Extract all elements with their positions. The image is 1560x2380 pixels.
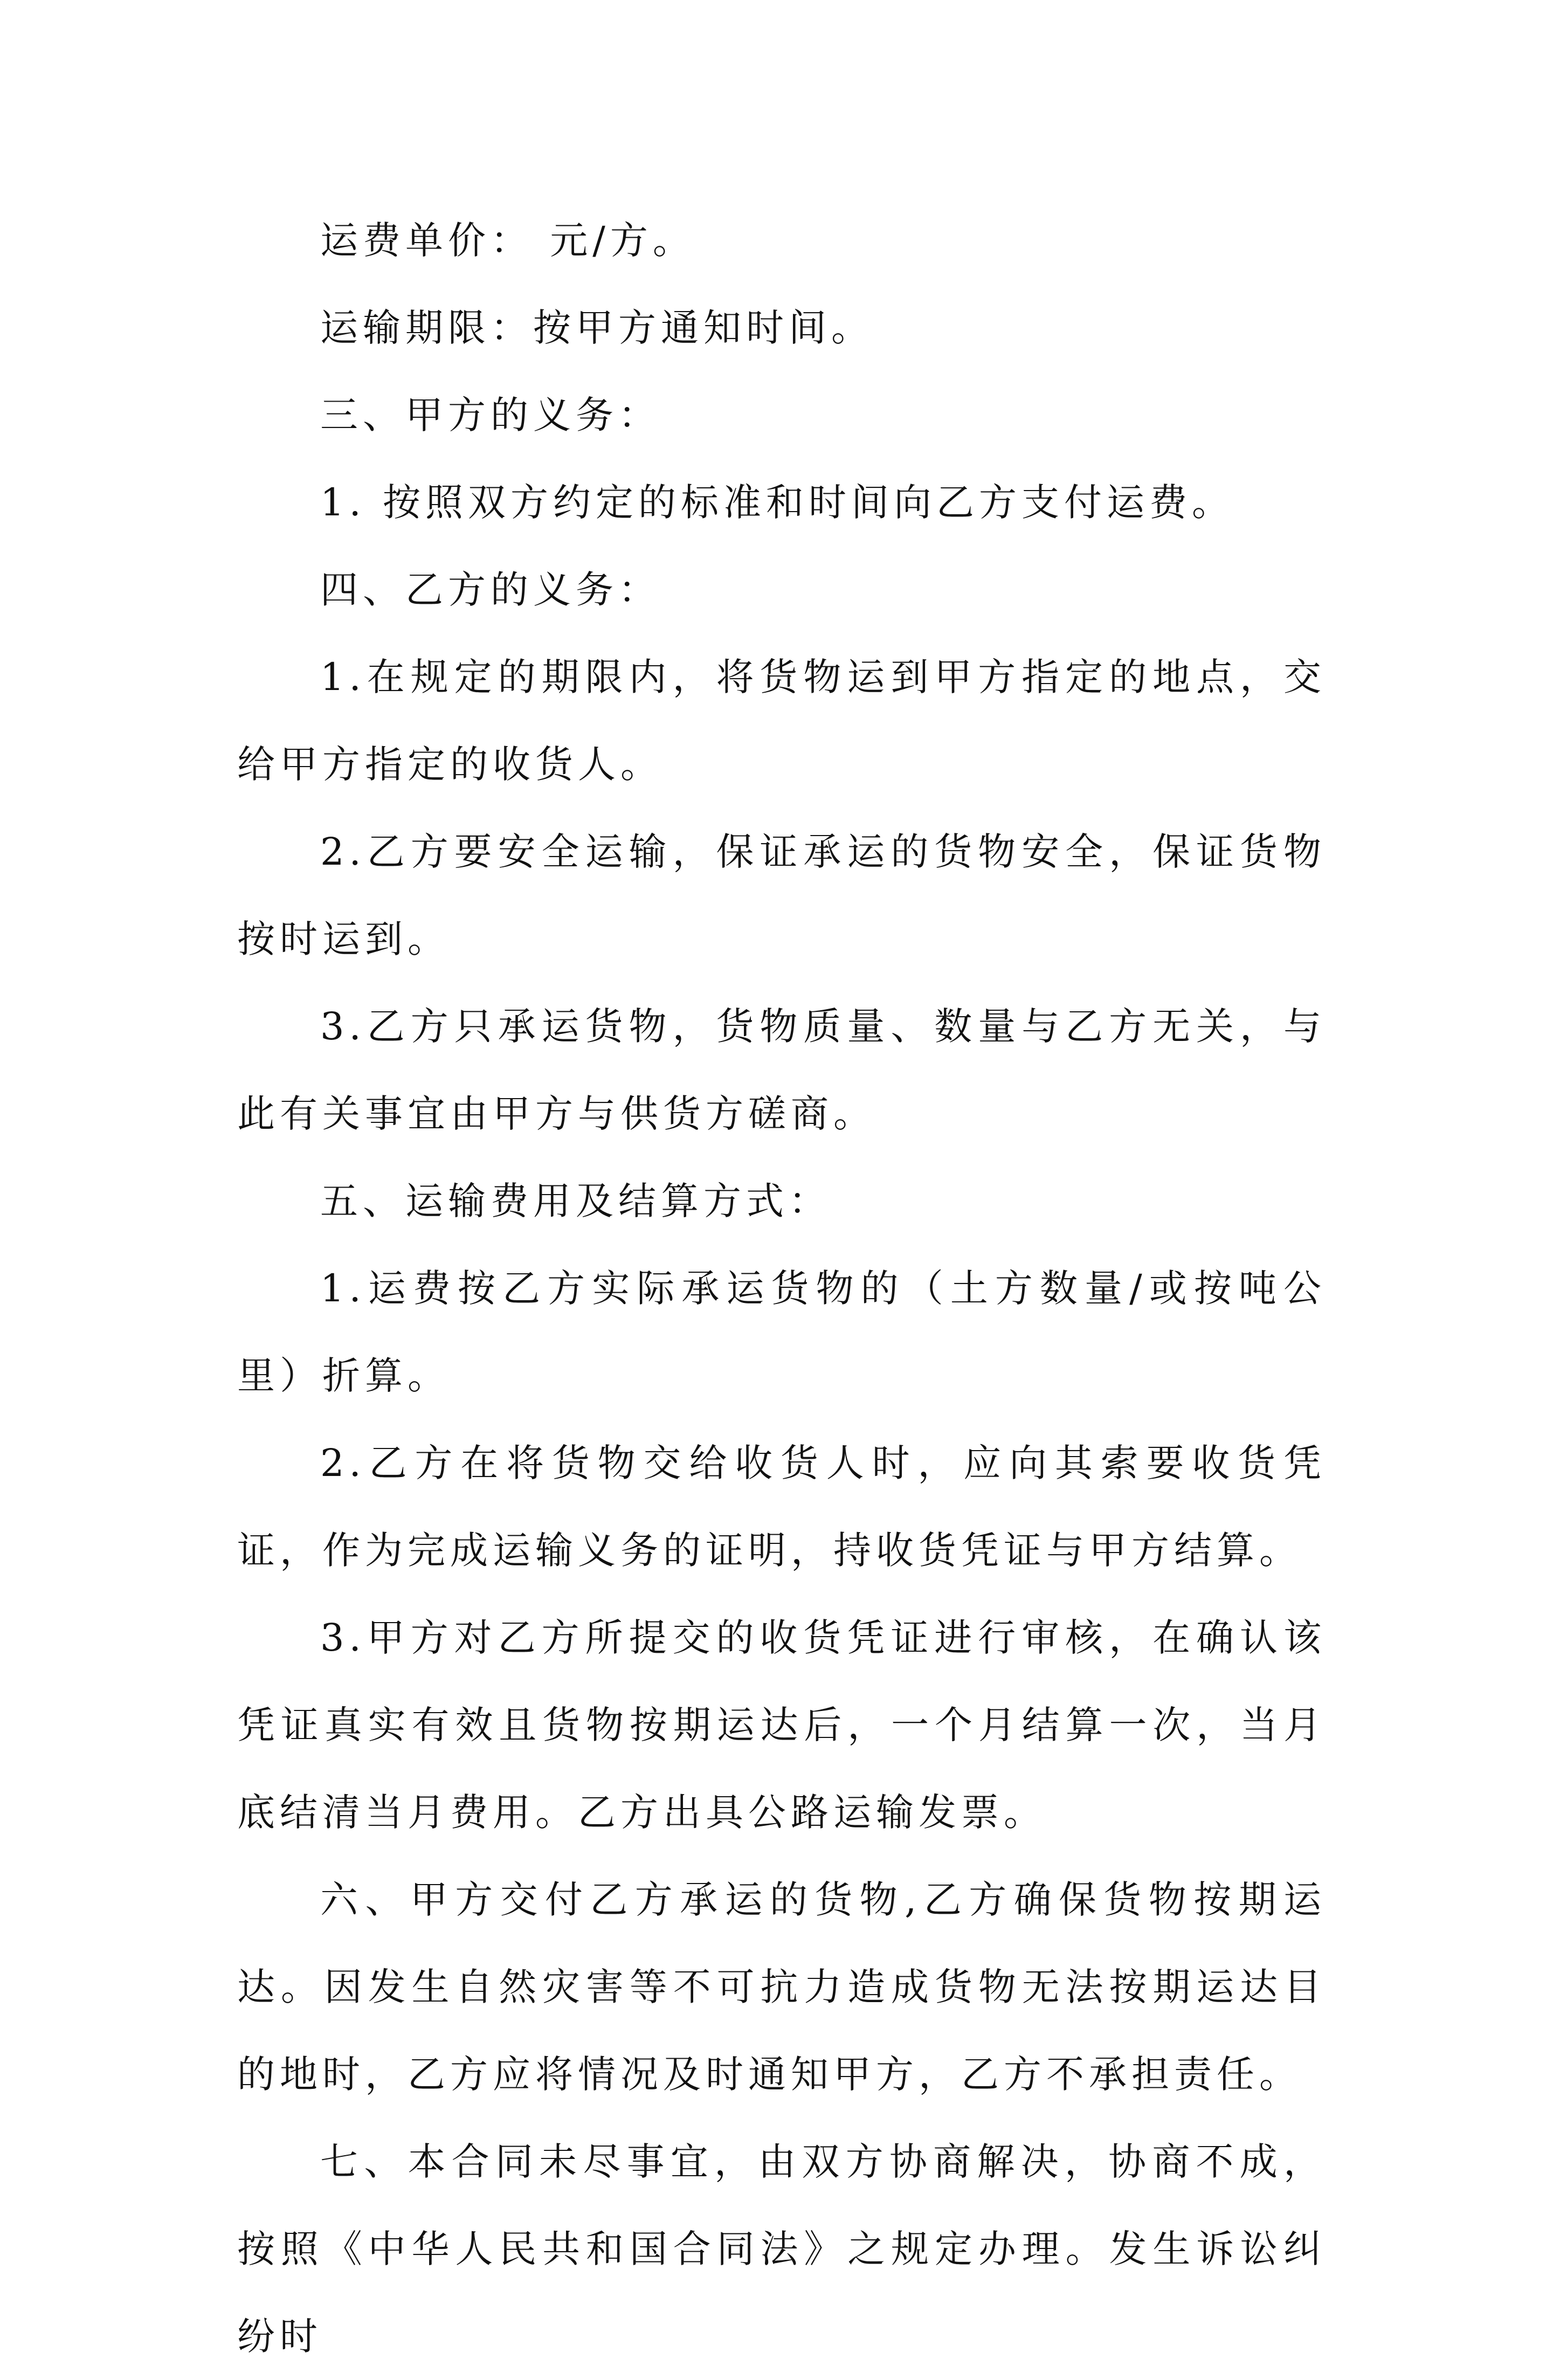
section-heading-fees-settlement: 五、运输费用及结算方式： (320, 1179, 831, 1223)
freight-unit-price: 运费单价： 元/方。 (320, 218, 695, 263)
fees-clause-1: 1.运费按乙方实际承运货物的（土方数量/或按吨公里）折算。 (237, 1266, 1326, 1398)
party-b-obligation-3: 3.乙方只承运货物，货物质量、数量与乙方无关，与此有关事宜由甲方与供货方磋商。 (237, 1004, 1326, 1136)
section-seven-dispute-resolution: 七、本合同未尽事宜，由双方协商解决，协商不成，按照《中华人民共和国合同法》之规定办理。发生诉讼纠纷时 (237, 2140, 1326, 2358)
party-b-obligation-1: 1.在规定的期限内，将货物运到甲方指定的地点，交给甲方指定的收货人。 (237, 655, 1326, 787)
transport-period: 运输期限：按甲方通知时间。 (320, 306, 874, 350)
document-body (237, 197, 1326, 2380)
party-a-obligation-1: 1. 按照双方约定的标准和时间向乙方支付运费。 (320, 480, 1235, 525)
section-heading-party-b-obligations: 四、乙方的义务： (320, 568, 661, 612)
fees-clause-3: 3.甲方对乙方所提交的收货凭证进行审核，在确认该凭证真实有效且货物按期运达后，一个月结算一次，当月底结清当月费用。乙方出具公路运输发票。 (237, 1616, 1326, 1834)
section-six-force-majeure: 六、甲方交付乙方承运的货物,乙方确保货物按期运达。因发生自然灾害等不可抗力造成货物无法按期运达目的地时，乙方应将情况及时通知甲方，乙方不承担责任。 (237, 1878, 1326, 2096)
section-heading-party-a-obligations: 三、甲方的义务： (320, 393, 661, 437)
party-b-obligation-2: 2.乙方要安全运输，保证承运的货物安全，保证货物按时运到。 (237, 830, 1326, 961)
fees-clause-2: 2.乙方在将货物交给收货人时，应向其索要收货凭证，作为完成运输义务的证明，持收货凭证与甲方结算。 (237, 1441, 1326, 1572)
